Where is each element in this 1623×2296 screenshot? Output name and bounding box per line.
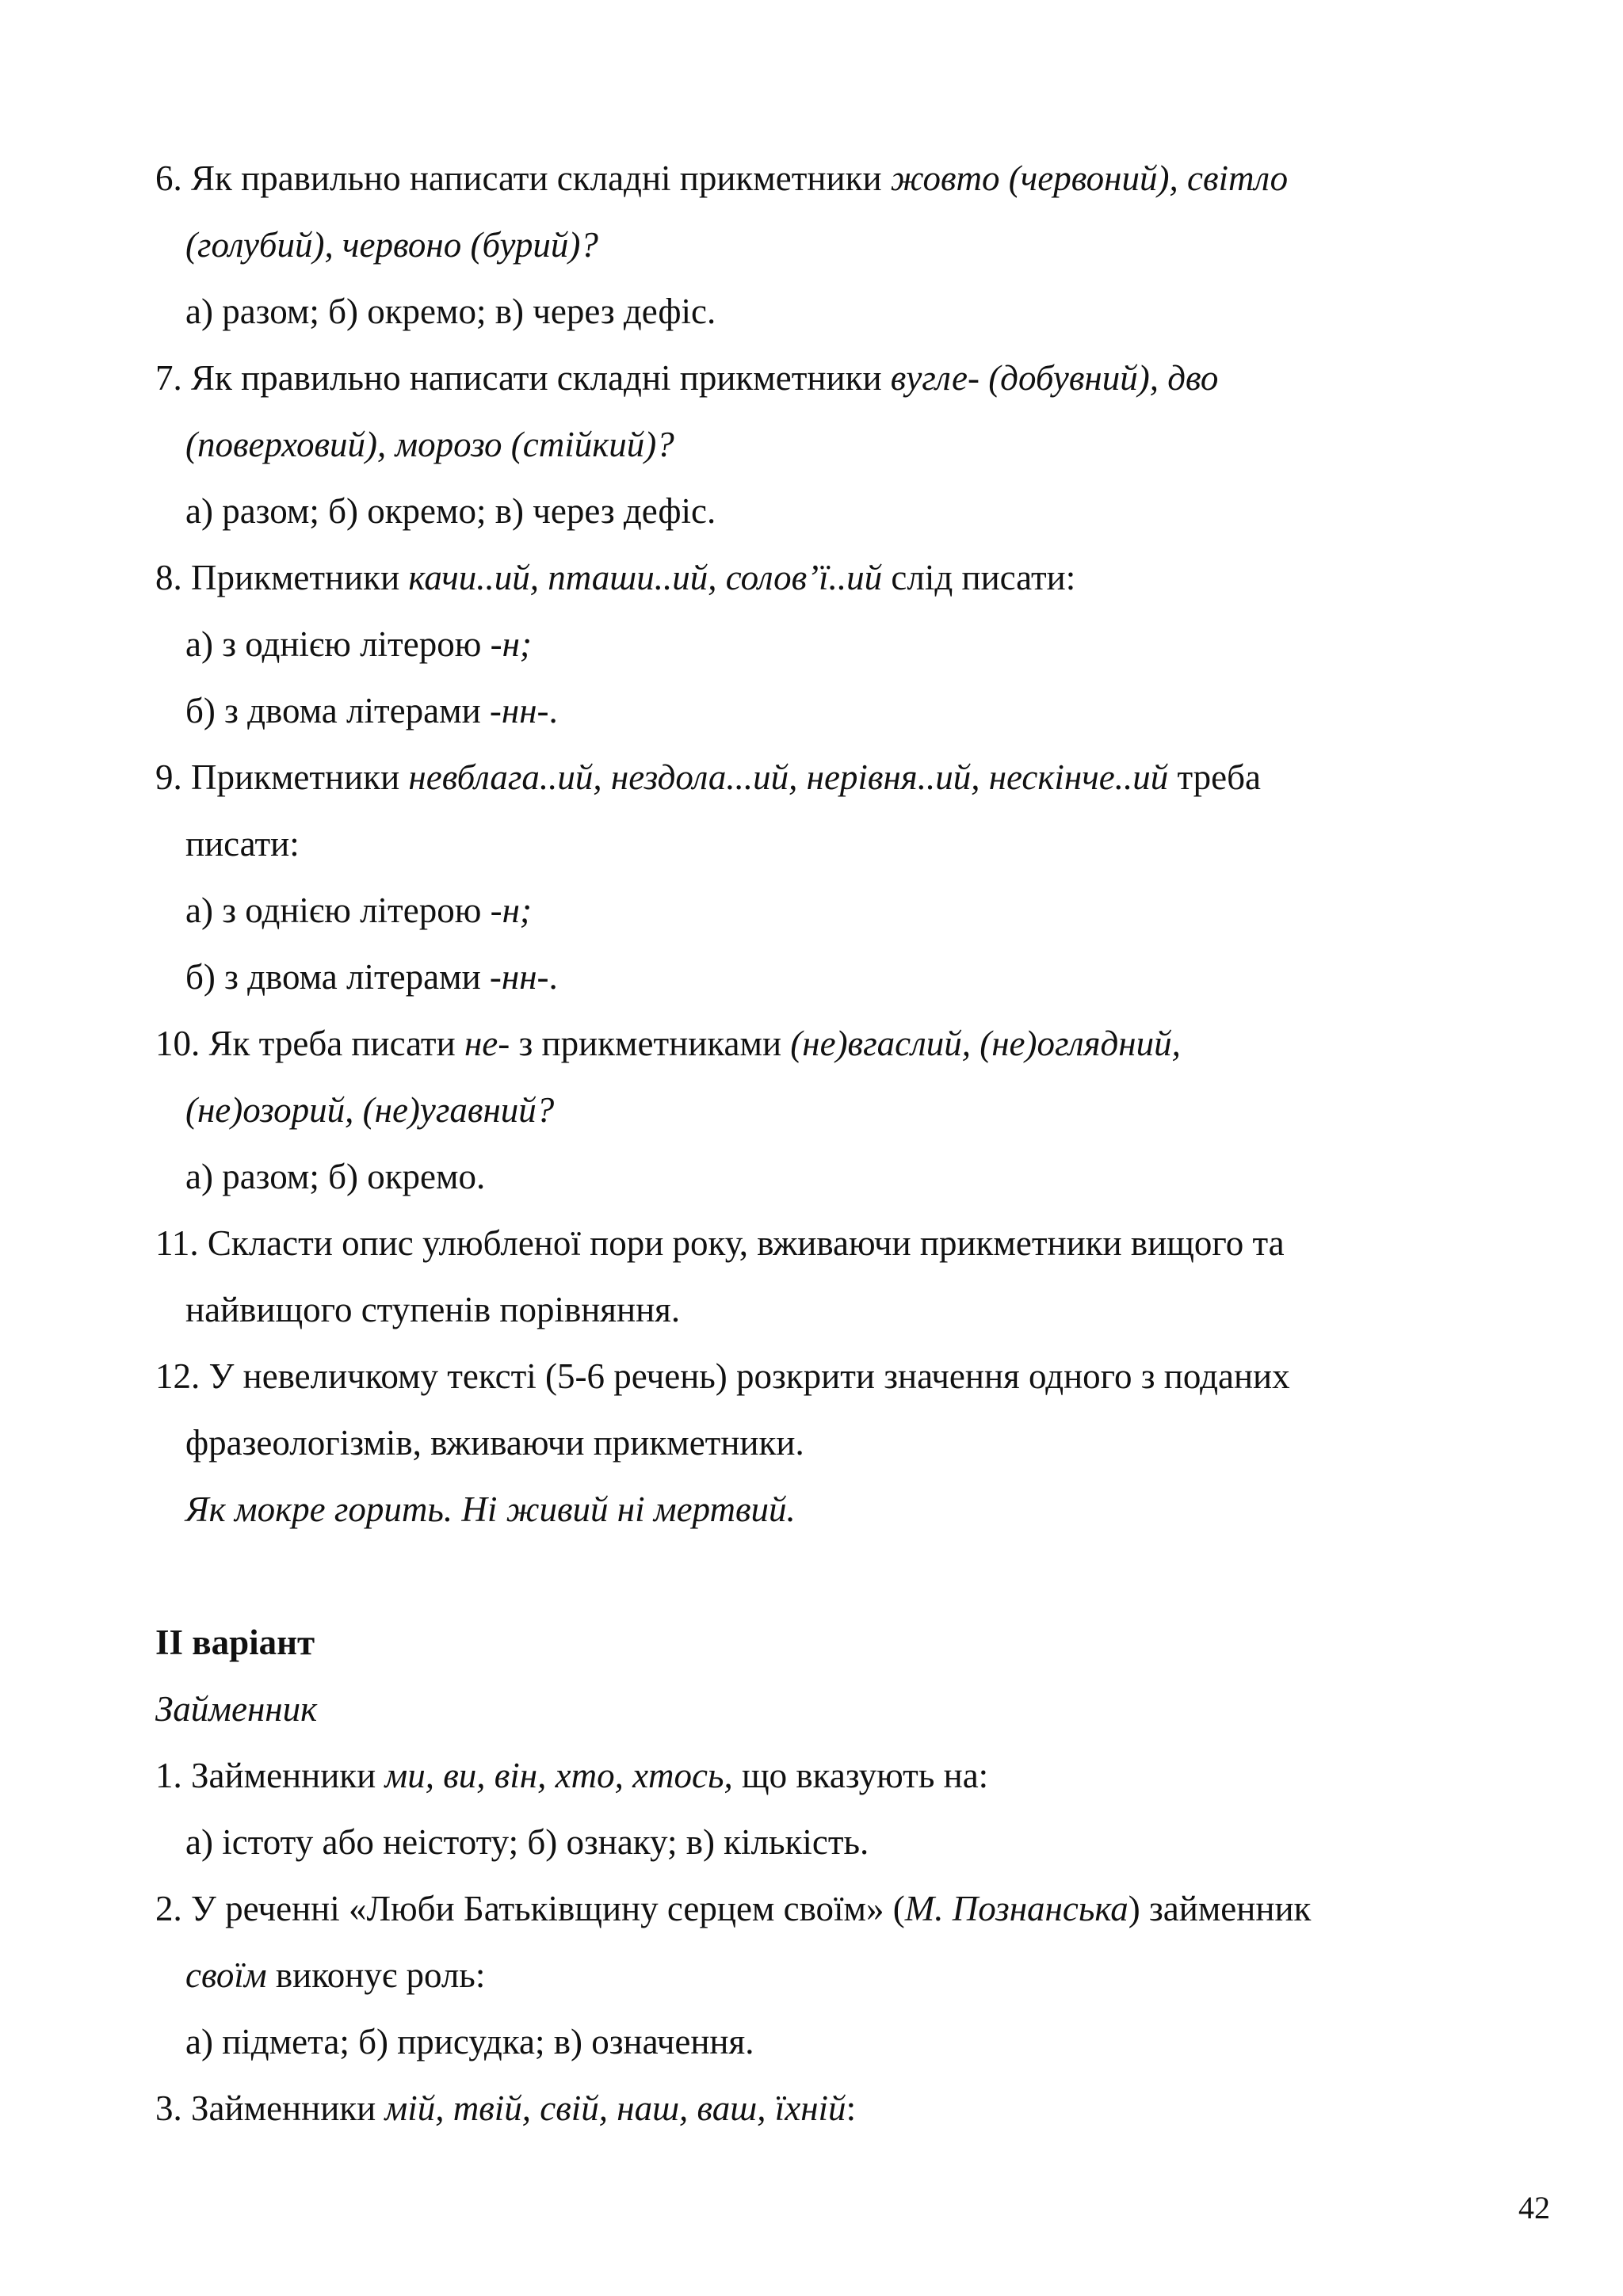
s2-cont-tail: виконує роль: xyxy=(266,1955,486,1995)
q8-tail: слід писати: xyxy=(882,558,1076,597)
q7-text xyxy=(155,360,1218,396)
q10-lead: 10. Як треба писати xyxy=(155,1024,464,1063)
q10-words-cont: (не)озорий, (не)угавний? xyxy=(185,1090,555,1130)
q6-text-cont xyxy=(185,227,598,263)
s2-text-cont xyxy=(185,1955,486,1995)
q8-option-b-suffix: -нн- xyxy=(489,691,549,730)
q7-words: вугле- (добувний), дво xyxy=(890,358,1219,398)
section-subtitle-text: Займенник xyxy=(155,1689,318,1729)
q9-text xyxy=(155,757,1262,797)
q9-option-b xyxy=(185,959,558,995)
q7-words-cont: (поверховий), морозо (стійкий)? xyxy=(185,425,674,464)
s2-tail: ) займенник xyxy=(1128,1889,1312,1928)
q10-words: (не)вгаслий, (не)оглядний, xyxy=(790,1024,1181,1063)
s3-text xyxy=(155,2088,857,2128)
q10-answers: а) разом; б) окремо. xyxy=(185,1157,486,1196)
q7-answers: а) разом; б) окремо; в) через дефіс. xyxy=(185,491,716,531)
q9-option-b-suffix: -нн- xyxy=(489,957,549,997)
q9-option-b-text: б) з двома літерами xyxy=(185,957,490,997)
q6-lead: 6. Як правильно написати складні прикметники xyxy=(155,158,891,198)
s1-answers: а) істоту або неістоту; б) ознаку; в) кількість. xyxy=(185,1822,869,1862)
q6-words-cont: (голубий), червоно (бурий)? xyxy=(185,225,598,265)
q8-option-a xyxy=(185,624,532,664)
q8-words: качи..ий, пташи..ий, солов’ї..ий xyxy=(408,558,883,597)
s1-words: ми, ви, він, хто, хтось, xyxy=(384,1756,733,1795)
page-number: 42 xyxy=(1518,2190,1550,2225)
q10-prefix: не- xyxy=(464,1024,510,1063)
q11-text-cont: найвищого ступенів порівняння. xyxy=(185,1290,681,1329)
q8-option-b-period: . xyxy=(548,691,558,730)
q9-lead: 9. Прикметники xyxy=(155,757,409,797)
q6-text xyxy=(155,158,1289,198)
section-subtitle xyxy=(155,1691,317,1727)
q11-text: 11. Скласти опис улюбленої пори року, вживаючи прикметники вищого та xyxy=(155,1223,1285,1263)
q7-text-cont xyxy=(185,427,674,463)
q9-text-cont: писати: xyxy=(185,824,300,864)
q10-middle: з прикметниками xyxy=(510,1024,791,1063)
q12-text-cont: фразеологізмів, вживаючи прикметники. xyxy=(185,1423,804,1463)
s2-text xyxy=(155,1891,1311,1927)
q9-tail: треба xyxy=(1168,757,1262,797)
q9-option-b-period: . xyxy=(548,957,558,997)
q8-option-b-text: б) з двома літерами xyxy=(185,691,490,730)
q12-text: 12. У невеличкому тексті (5-6 речень) розкрити значення одного з поданих xyxy=(155,1356,1290,1396)
q7-lead: 7. Як правильно написати складні прикметники xyxy=(155,358,891,398)
s2-author: М. Познанська xyxy=(904,1889,1128,1928)
q8-text xyxy=(155,560,1075,596)
q10-text xyxy=(155,1026,1181,1062)
s3-tail: : xyxy=(846,2088,857,2128)
q6-answers: а) разом; б) окремо; в) через дефіс. xyxy=(185,292,716,331)
s1-tail: що вказують на: xyxy=(732,1756,989,1795)
s1-lead: 1. Займенники xyxy=(155,1756,385,1795)
q12-phrases xyxy=(185,1489,796,1529)
section-title-text: ІІ варіант xyxy=(155,1623,315,1662)
q8-lead: 8. Прикметники xyxy=(155,558,409,597)
s2-answers: а) підмета; б) присудка; в) означення. xyxy=(185,2022,754,2061)
q9-option-a xyxy=(185,893,532,929)
q10-text-cont xyxy=(185,1090,555,1130)
q8-option-b xyxy=(185,693,558,729)
q6-words: жовто (червоний), світло xyxy=(890,158,1289,198)
q12-phrases-text: Як мокре горить. Ні живий ні мертвий. xyxy=(185,1489,796,1529)
s2-lead: 2. У реченні «Люби Батьківщину серцем своїм» ( xyxy=(155,1889,905,1928)
q9-option-a-suffix: -н; xyxy=(490,891,532,930)
s3-lead: 3. Займенники xyxy=(155,2088,385,2128)
s2-word: своїм xyxy=(185,1955,267,1995)
q9-option-a-text: а) з однією літерою xyxy=(185,891,491,930)
q8-option-a-suffix: -н; xyxy=(490,624,532,664)
s3-words: мій, твій, свій, наш, ваш, їхній xyxy=(384,2088,846,2128)
q8-option-a-text: а) з однією літерою xyxy=(185,624,491,664)
s1-text xyxy=(155,1758,988,1794)
q9-words: невблага..ий, нездола...ий, нерівня..ий, нескінче..ий xyxy=(408,757,1169,797)
section-title xyxy=(155,1625,315,1661)
